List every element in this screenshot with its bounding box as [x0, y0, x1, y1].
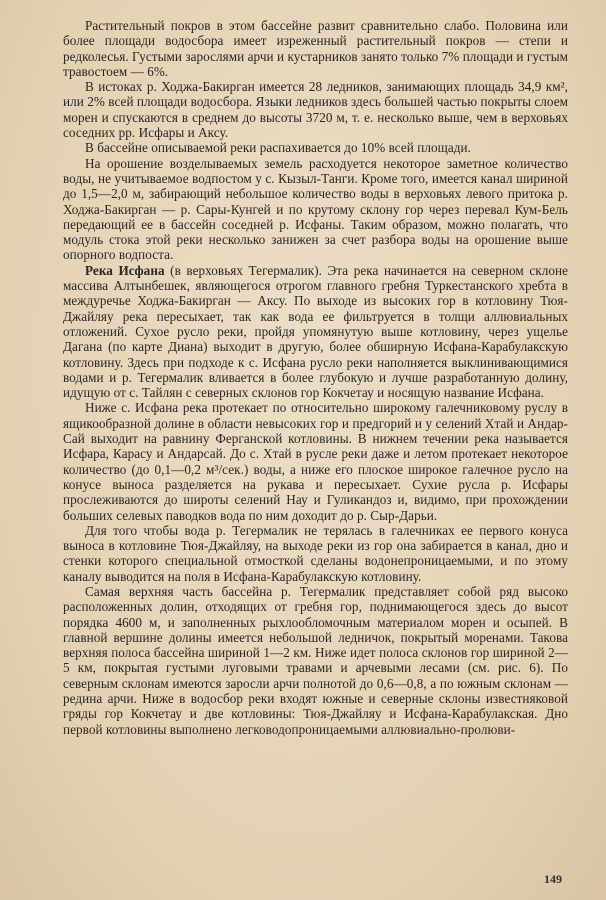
paragraph-lower-course: Ниже с. Исфана река протекает по относительно широкому галечниковому руслу в ящикообразной долине в области невысоких гор и предгорий и у селений Хтай и Андар-Сай выходит на равнину Ферганской котловины. В нижнем течении река называется Исфара, Карасу и Андарсай. До с. Хтай в русле реки даже и летом протекает некоторое количество (до 0,1—0,2 м³/сек.) воды, а ниже его плоское широкое галечное русло на конусе выноса разделяется на рукава и пересыхает. Сухие русла р. Исфары прослеживаются до широты селений Нау и Гуликандоз и, видимо, при прохождении больших селевых паводков вода по ним доходит до р. Сыр-Дарьи.	[63, 400, 568, 523]
paragraph-vegetation: Растительный покров в этом бассейне развит сравнительно слабо. Половина или более площади водосбора имеет изреженный растительный покров — степи и редколесья. Густыми зарослями арчи и кустарников занято только 7% площади и густым травостоем — 6%.	[63, 18, 568, 79]
paragraph-upper-basin: Самая верхняя часть бассейна р. Тегермалик представляет собой ряд высоко расположенных долин, отходящих от гребня гор, поднимающегося здесь до высот порядка 4600 м, и заполненных рыхлообломочным материалом морен и осыпей. В главной вершине долины имеется небольшой ледничок, покрытый моренами. Такова верхняя полоса бассейна шириной 1—2 км. Ниже идет полоса склонов гор шириной 2—5 км, покрытая густыми луговыми травами и арчевыми лесами (см. рис. 6). По северным склонам имеются заросли арчи полнотой до 0,6—0,8, а по южным склонам — редина арчи. Ниже в водосбор реки входят южные и северные склоны известняковой гряды гор Кокчетау и две котловины: Тюя-Джайляу и Исфана-Карабулакская. Дно первой котловины выполнено легководопроницаемыми аллювиально-пролюви-	[63, 583, 568, 737]
section-heading: Река Исфана	[85, 262, 165, 278]
page-number: 149	[544, 872, 562, 886]
paragraph-plowing: В бассейне описываемой реки распахивается до 10% всей площади.	[85, 140, 471, 156]
paragraph-isfana-river: Река Исфана (в верховьях Тегермалик). Эта река начинается на северном склоне массива Алтынбешек, являющегося отрогом главного гребня Туркестанского хребта в междуречье Ходжа-Бакирган — Аксу. По выходе из высоких гор в котловину Тюя-Джайляу река пересыхает, так как вода ее фильтруется в толщи аллювиальных отложений. Сухое русло реки, пройдя упомянутую выше котловину, через ущелье Дагана (по карте Диана) выходит в другую, более обширную Исфана-Карабулакскую котловину. Здесь при подходе к с. Исфана русло реки наполняется выклинивающимися водами и р. Тегермалик вливается в более глубокую и лучше разработанную долину, идущую от с. Тайлян с северных склонов гор Кокчетау и носящую название Исфана.	[63, 262, 568, 401]
paragraph-canal: Для того чтобы вода р. Тегермалик не терялась в галечниках ее первого конуса выноса в котловине Тюя-Джайляу, на выходе реки из гор она забирается в канал, дно и стенки которого специальной отмосткой сделаны водонепроницаемыми, и по этому каналу выводится на поля в Исфана-Карабулакскую котловину.	[63, 522, 568, 584]
paragraph-glaciers: В истоках р. Ходжа-Бакирган имеется 28 ледников, занимающих площадь 34,9 км², или 2% всей площади водосбора. Языки ледников здесь большей частью покрыты слоем морен и спускаются в среднем до высоты 3720 м, т. е. несколько выше, чем в верховьях соседних рр. Исфары и Аксу.	[63, 79, 568, 141]
paragraph-irrigation: На орошение возделываемых земель расходуется некоторое заметное количество воды, не учитываемое водпостом у с. Кызыл-Танги. Кроме того, имеется канал шириной до 1,5—2,0 м, забирающий небольшое количество воды в верховьях левого притока р. Ходжа-Бакирган — р. Сары-Кунгей и по крутому склону гор через перевал Кум-Бель передающий ее в бассейн соседней р. Исфаны. Таким образом, можно полагать, что модуль стока этой реки несколько занижен за счет разбора воды на орошение выше опорного водпоста.	[63, 155, 568, 263]
